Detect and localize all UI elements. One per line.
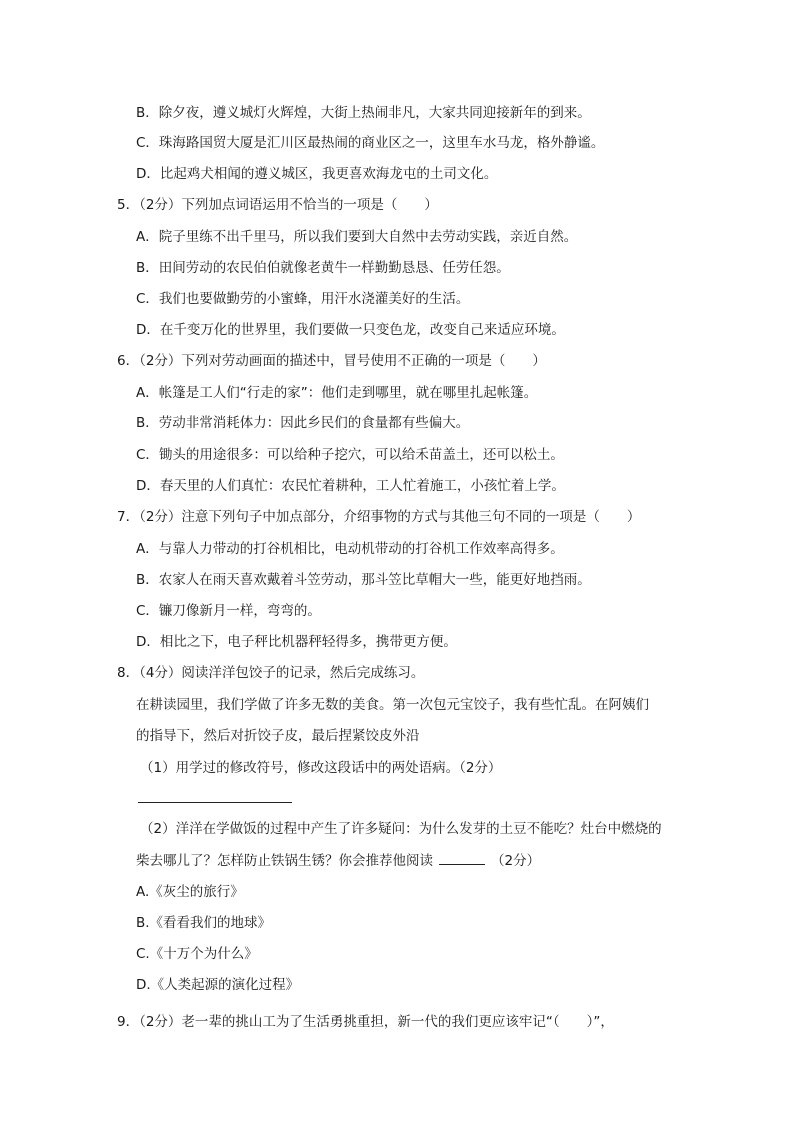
option-c: C．珠海路国贸大厦是汇川区最热闹的商业区之一，这里车水马龙，格外静谧。: [136, 135, 605, 151]
question-7-stem: 7．（2分）注意下列句子中加点部分，介绍事物的方式与其他三句不同的一项是（ ）: [117, 509, 641, 525]
question-5-stem: 5．（2分）下列加点词语运用不恰当的一项是（ ）: [117, 197, 438, 213]
q7-option-b: B．农家人在雨天喜欢戴着斗笠劳动，那斗笠比草帽大一些，能更好地挡雨。: [136, 572, 591, 588]
q8-subquestion-2-text: 柴去哪儿了？怎样防止铁锅生锈？你会推荐他阅读: [136, 853, 433, 869]
q8-option-d: D.《人类起源的演化过程》: [136, 977, 300, 993]
q7-option-c: C．镰刀像新月一样，弯弯的。: [136, 603, 321, 619]
q6-option-b: B．劳动非常消耗体力：因此乡民们的食量都有些偏大。: [136, 415, 470, 431]
q8-option-c: C.《十万个为什么》: [136, 946, 258, 962]
q8-subquestion-2-score: （2分）: [491, 853, 541, 869]
q7-option-a: A．与靠人力带动的打谷机相比，电动机带动的打谷机工作效率高得多。: [136, 541, 564, 557]
question-6-stem: 6．（2分）下列对劳动画面的描述中，冒号使用不正确的一项是（ ）: [117, 353, 546, 369]
q8-option-a: A.《灰尘的旅行》: [136, 884, 244, 900]
q8-passage-line-2: 的指导下，然后对折饺子皮，最后捏紧饺皮外沿: [136, 728, 420, 744]
q6-option-c: C．锄头的用途很多：可以给种子挖穴，可以给禾苗盖土，还可以松土。: [136, 447, 564, 463]
answer-blank-line: [138, 802, 292, 803]
option-d: D．比起鸡犬相闻的遵义城区，我更喜欢海龙屯的土司文化。: [136, 166, 498, 182]
q8-passage-line-1: 在耕读园里，我们学做了许多无数的美食。第一次包元宝饺子，我有些忙乱。在阿姨们: [136, 697, 649, 713]
question-9-stem: 9．（2分）老一辈的挑山工为了生活勇挑重担，新一代的我们更应该牢记“（ ）”，: [117, 1014, 614, 1030]
q6-option-d: D．春天里的人们真忙：农民忙着耕种，工人忙着施工，小孩忙着上学。: [136, 478, 565, 494]
q5-option-a: A．院子里练不出千里马，所以我们要到大自然中去劳动实践，亲近自然。: [136, 229, 578, 245]
q7-option-d: D．相比之下，电子秤比机器秤轻得多，携带更方便。: [136, 634, 457, 650]
q5-option-c: C．我们也要做勤劳的小蜜蜂，用汗水浇灌美好的生活。: [136, 291, 470, 307]
q8-option-b: B.《看看我们的地球》: [136, 915, 272, 931]
q8-subquestion-2-line-2: [136, 851, 540, 871]
option-b: B．除夕夜，遵义城灯火辉煌，大街上热闹非凡，大家共同迎接新年的到来。: [136, 105, 591, 121]
q8-subquestion-2-line-1: （2）洋洋在学做饭的过程中产生了许多疑问：为什么发芽的土豆不能吃？灶台中燃烧的: [140, 821, 662, 837]
q6-option-a: A．帐篷是工人们“行走的家”：他们走到哪里，就在哪里扎起帐篷。: [136, 385, 538, 401]
question-8-stem: 8．（4分）阅读洋洋包饺子的记录，然后完成练习。: [117, 665, 425, 681]
q5-option-d: D．在千变万化的世界里，我们要做一只变色龙，改变自己来适应环境。: [136, 322, 565, 338]
q5-option-b: B．田间劳动的农民伯伯就像老黄牛一样勤勤恳恳、任劳任怨。: [136, 260, 510, 276]
answer-blank: [439, 852, 485, 865]
q8-subquestion-1: （1）用学过的修改符号，修改这段话中的两处语病。（2分）: [140, 760, 502, 776]
